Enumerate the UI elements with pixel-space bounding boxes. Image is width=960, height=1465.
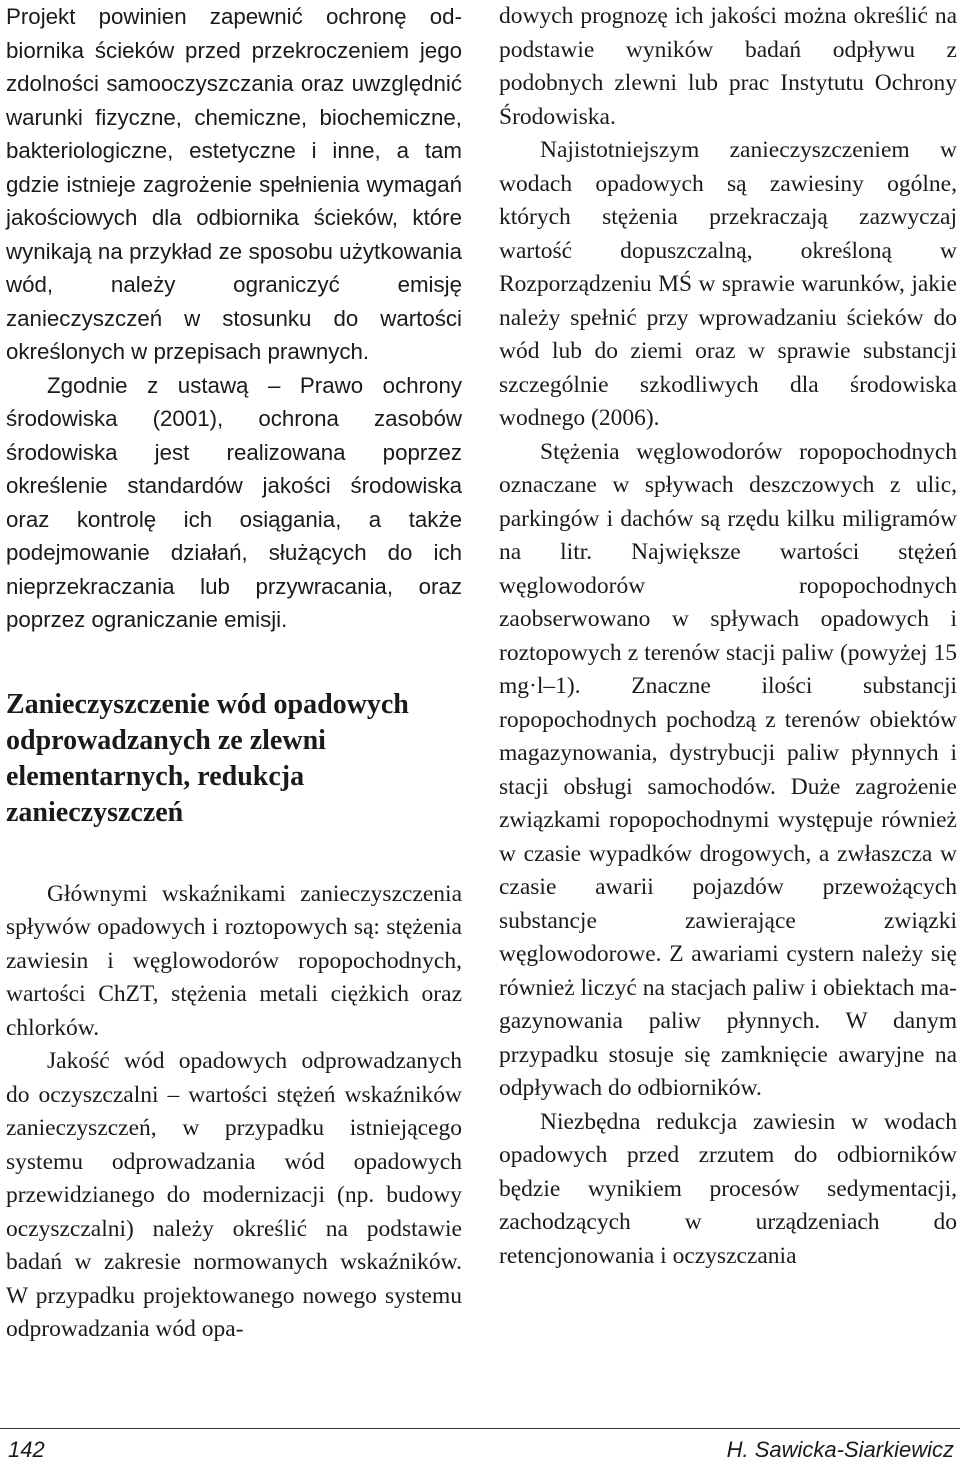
paragraph-main-indicators: Głównymi wskaźnikami zanieczyszczenia spływów opadowych i roztopowych są: stężenia zawiesin i węglowodorów ropopochodnych, wartości ChZT, stężenia metali ciężkich oraz chlorków. (6, 880, 462, 1041)
page-number: 142 (8, 1437, 45, 1462)
section-heading: Zanieczyszczenie wód opadowych odprowadzanych ze zlewni elementarnych, redukcja zanieczyszczeń (6, 688, 409, 828)
footer-rule (0, 1428, 960, 1429)
paragraph-environmental-law: Zgodnie z ustawą – Prawo ochrony środowiska (2001), ochrona zasobów środowiska jest realizowana poprzez określenie standardów jakości środowiska oraz kontrolę ich osiągania, a także podejmowanie działań, służących do ich nieprzekraczania lub przywracania, oraz poprzez ograniczanie emisji. (6, 372, 462, 632)
left-column (6, 0, 462, 1347)
author-name: H. Sawicka-Siarkiewicz (726, 1437, 954, 1462)
paragraph-reduction: Niezbędna redukcja zawiesin w wodach opadowych przed zrzutem do odbiorników będzie wynikiem procesów sedymentacji, zachodzących w urządzeniach do retencjonowania i oczyszczania (499, 1108, 957, 1269)
paragraph-hydrocarbons: Stężenia węglowodorów ropopochodnych oznaczane w spływach deszczowych z ulic, parkingów i dachów są rzędu kilku miligramów na litr. Największe wartości stężeń węglowodorów ropopochodnych zaobserwowano w spływach opadowych i roztopowych z terenów stacji paliw (powyżej 15 mg·l–1). Znaczne ilości substancji ropopochodnych pochodzą z terenów obiektów magazynowania, dystrybucji paliw płynnych i stacji obsługi samochodów. Duże zagrożenie związkami ropopochodnymi występuje również w czasie wypadków drogowych, a zwłaszcza w czasie awarii pojazdów przewożących substancje zawierające związki węglowodorowe. Z awariami cystern należy się również liczyć na stacjach paliw i obiektach magazynowania paliw płynnych. W danym przypadku stosuje się zamknięcie awaryjne na odpływach do odbiorników. (499, 438, 957, 1101)
paragraph-suspended-solids: Najistotniejszym zanieczyszczeniem w wodach opadowych są zawiesiny ogólne, których stężenia przekraczają zazwyczaj wartość dopuszczalną, określoną w Rozporządzeniu MŚ w sprawie warunków, jakie należy spełnić przy wprowadzaniu ścieków do wód lub do ziemi oraz w sprawie substancji szczególnie szkodliwych dla środowiska wodnego (2006). (499, 137, 957, 431)
paragraph-water-quality: Jakość wód opadowych odprowadzanych do oczyszczalni – wartości stężeń wskaźników zanieczyszczeń, w przypadku istniejącego systemu odprowadzania wód opadowych przewidzianego do modernizacji (np. budowy oczyszczalni) należy określić na podstawie badań w zakresie normowanych wskaźników. W przypadku projektowanego nowego systemu odprowadzania wód opa- (6, 1048, 462, 1342)
right-column (499, 0, 957, 1273)
left-section-body (6, 878, 462, 1347)
paragraph-forecast-continuation: dowych prognozę ich jakości można określić na podstawie wyników badań odpływu z podobnych zlewni lub prac Instytutu Ochrony Środowiska. (499, 3, 957, 130)
paragraph-project-protection: Projekt powinien zapewnić ochronę odbiornika ścieków przed przekroczeniem jego zdolności samooczyszczania oraz uwzględnić warunki fizyczne, chemiczne, biochemiczne, bakteriologiczne, estetyczne i inne, a tam gdzie istnieje zagrożenie spełnienia wymagań jakościowych dla odbiornika ścieków, które wynikają na przykład ze sposobu użytkowania wód, należy ograniczyć emisję zanieczyszczeń w stosunku do wartości określonych w przepisach prawnych. (6, 4, 462, 364)
